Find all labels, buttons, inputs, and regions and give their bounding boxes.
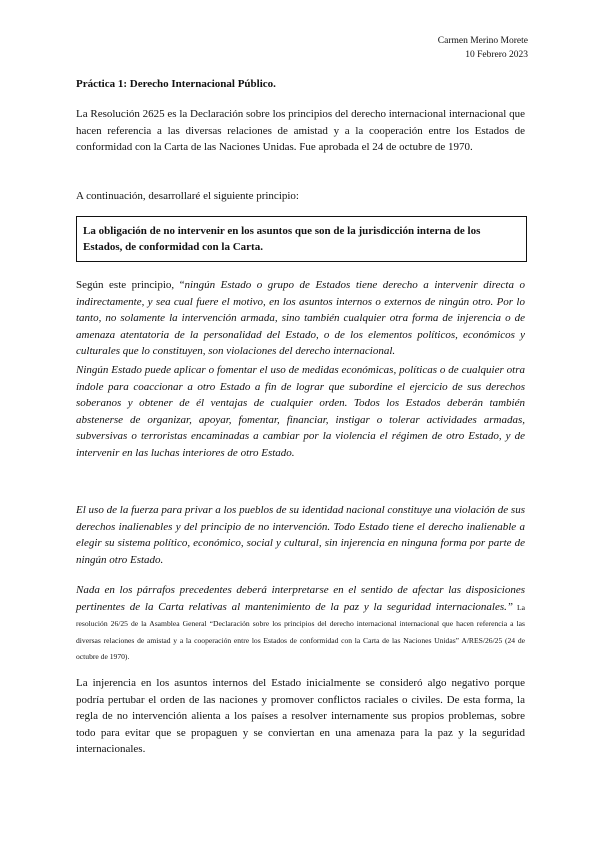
quote-text-1: ningún Estado o grupo de Estados tiene derecho a intervenir directa o indirectamente, y sea cual fuere el motivo, en los asuntos internos o externos de ningún otro. Por lo tanto, no solamente la intervención armada, sino también cualquier otra forma de injerencia o de amenaza atentatoria de la personalidad del Estado, o de los elementos políticos, económicos y culturales que lo constituyen, son violaciones del derecho internacional. bbox=[76, 279, 526, 357]
quote-text-4: Nada en los párrafos precedentes deberá interpretarse en el sentido de afectar las disposiciones pertinentes de la Carta relativas al mantenimiento de la paz y la seguridad internacionales.” bbox=[76, 584, 525, 613]
quote-intro: Según este principio, “ bbox=[76, 279, 185, 291]
principle-box: La obligación de no intervenir en los asuntos que son de la jurisdicción interna de los Estados, de conformidad con la Carta. bbox=[76, 216, 527, 262]
conclusion-paragraph: La injerencia en los asuntos internos del Estado inicialmente se consideró algo negativo porque podría pertubar el orden de las naciones y promover conflictos raciales o civiles. De esta forma, la regla de no intervención alienta a los países a resolver internamente sus propios problemas, sobre todo para evitar que se propaguen y se conviertan en una amenaza para la paz y la seguridad internacionales. bbox=[76, 677, 525, 755]
quote-paragraph-1 bbox=[76, 277, 525, 360]
quote-paragraph-4 bbox=[76, 582, 525, 665]
quote-paragraph-3: El uso de la fuerza para privar a los pueblos de su identidad nacional constituye una violación de sus derechos inalienables y del principio de no intervención. Todo Estado tiene el derecho inalienable a elegir su sistema político, económico, social y cultural, sin injerencia en ninguna forma por parte de ningún otro Estado. bbox=[76, 504, 525, 566]
document-title: Práctica 1: Derecho Internacional Público. bbox=[76, 78, 276, 90]
quote-paragraph-2: Ningún Estado puede aplicar o fomentar el uso de medidas económicas, políticas o de cualquier otra índole para coaccionar a otro Estado a fin de lograr que subordine el ejercicio de sus derechos soberanos y obtener de él ventajas de cualquier orden. Todos los Estados deberán también abstenerse de organizar, apoyar, fomentar, financiar, instigar o tolerar actividades armadas, subversivas o terroristas encaminadas a cambiar por la violencia el régimen de otro Estado, y de intervenir en las luchas interiores de otro Estado. bbox=[76, 364, 525, 459]
intro-paragraph: La Resolución 2625 es la Declaración sobre los principios del derecho internacional internacional que hacen referencia a las diversas relaciones de amistad y a la cooperación entre los Estados de conformidad con la Carta de las Naciones Unidas. Fue aprobada el 24 de octubre de 1970. bbox=[76, 108, 525, 153]
page-header bbox=[438, 34, 528, 62]
document-date: 10 Febrero 2023 bbox=[465, 50, 528, 60]
author-name: Carmen Merino Morete bbox=[437, 36, 528, 46]
citation-note: La resolución 26/25 de la Asamblea General “Declaración sobre los principios del derecho internacional internacional que hacen referencia a las diversas relaciones de amistad y a la cooperación entre los Estados de conformidad con la Carta de las Naciones Unidas” A/RES/26/25 (24 de octubre de 1970). bbox=[76, 602, 525, 661]
lead-paragraph: A continuación, desarrollaré el siguiente principio: bbox=[76, 190, 299, 202]
